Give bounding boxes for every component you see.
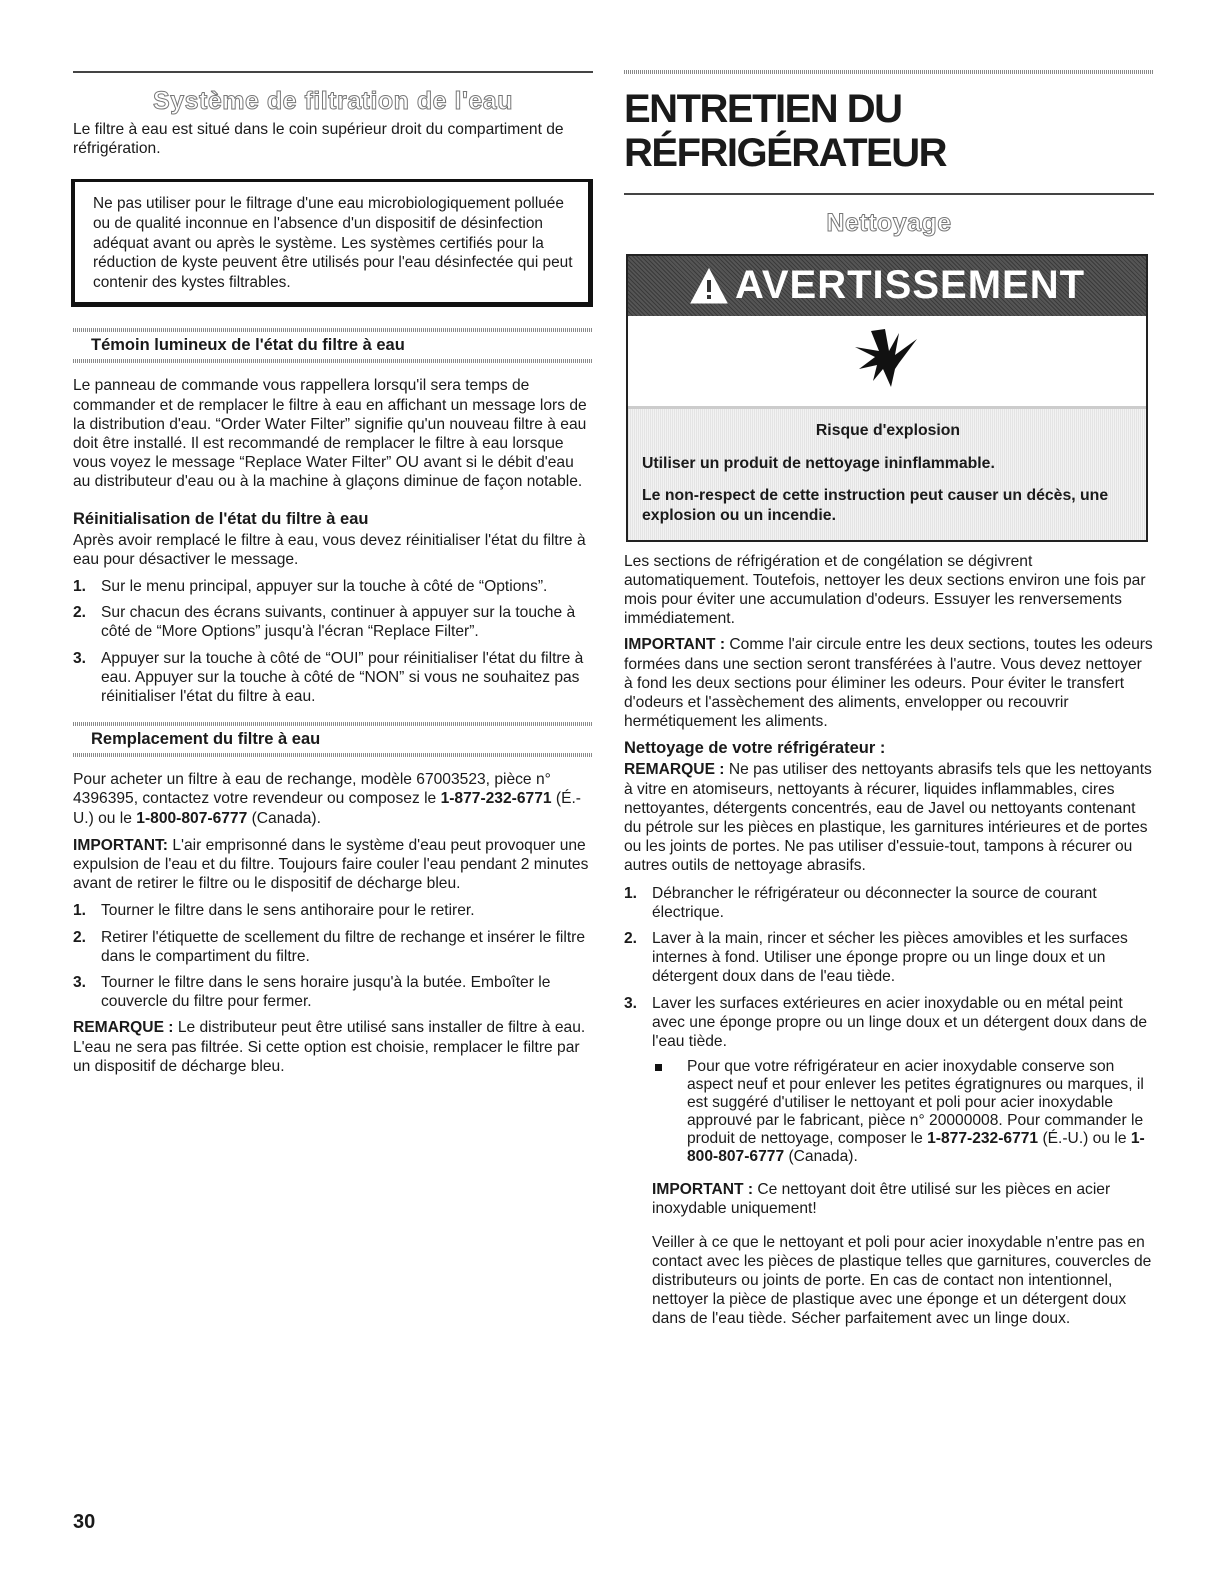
- clean-remarque: REMARQUE : Ne pas utiliser des nettoyants abrasifs tels que les nettoyants à vitre en atomiseurs, nettoyants à récurer, liquides inflammables, cires nettoyantes, détergents concentrés, eau de Javel ou nettoyants contenant du pétrole sur les pièces en plastique, les garnitures intérieures et de portes ou les joints de portes. Ne pas utiliser d'essuie-tout, tampons à récurer ou autres outils de nettoyage abrasifs.: [624, 761, 1152, 875]
- divider: [73, 359, 593, 363]
- warning-body: [628, 409, 1146, 540]
- step-number: 3.: [73, 649, 87, 667]
- warning-line-2: Le non-respect de cette instruction peut causer un décès, une explosion ou un incendie.: [642, 486, 1109, 524]
- phone-canada: 1-800-807-6777: [136, 809, 248, 827]
- indicator-text: Le panneau de commande vous rappellera lorsqu'il sera temps de commander et de remplacer le filtre à eau en affichant un message lors de la distribution d'eau. “Order Water Filter” signifie qu'un nouveau filtre à eau doit être installé. Il est recommandé de remplacer le filtre à eau lorsque vous voyez le message “Replace Water Filter” OU avant si le débit d'eau au distributeur d'eau ou à la machine à glaçons diminue de façon notable.: [73, 377, 587, 491]
- replace-heading: Remplacement du filtre à eau: [91, 730, 321, 749]
- right-column: [624, 0, 1154, 1329]
- warning-box: [626, 254, 1148, 542]
- cleaning-title: Nettoyage: [826, 208, 952, 237]
- phone-canada: 1-800-807-6777: [687, 1130, 1145, 1166]
- reset-step-3: [73, 649, 593, 707]
- replace-remarque: REMARQUE : Le distributeur peut être utilisé sans installer de filtre à eau. L'eau ne sera pas filtrée. Si cette option est choisie, remplacer le filtre par un dispositif de décharge bleu.: [73, 1019, 586, 1075]
- left-column: [73, 0, 593, 1076]
- step-text: Retirer l'étiquette de scellement du filtre de rechange et insérer le filtre dans le compartiment du filtre.: [101, 928, 586, 965]
- warning-label: AVERTISSEMENT: [734, 263, 1086, 307]
- warning-risk: Risque d'explosion: [815, 421, 961, 439]
- clean-step-3: [624, 994, 1154, 1052]
- warning-line-1: Utiliser un produit de nettoyage ininflammable.: [642, 454, 995, 472]
- step-text: Débrancher le réfrigérateur ou déconnecter la source de courant électrique.: [652, 884, 1097, 921]
- reset-steps-list: [73, 577, 593, 706]
- warning-banner: [628, 256, 1146, 316]
- filter-notice-text: Ne pas utiliser pour le filtrage d'une eau microbiologiquement polluée ou de qualité inconnue en l'absence d'un dispositif de désinfection adéquat avant ou après le système. Les systèmes certifiés pour la réduction de kyste peuvent être utilisés pour l'eau désinfectée qui peut contenir des kystes filtrables.: [93, 195, 573, 291]
- step-text: Laver à la main, rincer et sécher les pièces amovibles et les surfaces internes à fond. Utiliser une éponge propre ou un linge doux et un détergent doux dans de l'eau tiède.: [652, 929, 1128, 986]
- stainless-final: Veiller à ce que le nettoyant et poli pour acier inoxydable n'entre pas en contact avec les pièces de plastique telles que garnitures, couvercles de distributeurs ou joints de porte. En cas de contact non intentionnel, nettoyer la pièce de plastique avec une éponge et un détergent doux dans de l'eau tiède. Sécher parfaitement avec un linge doux.: [652, 1233, 1152, 1328]
- step-text: Tourner le filtre dans le sens antihoraire pour le retirer.: [101, 902, 475, 920]
- replace-steps-list: [73, 901, 593, 1011]
- phone-us: 1-877-232-6771: [440, 790, 552, 808]
- replace-step-3: [73, 973, 593, 1011]
- reset-step-1: [73, 577, 593, 596]
- step-number: 3.: [624, 994, 638, 1012]
- clean-heading: Nettoyage de votre réfrigérateur :: [624, 739, 886, 758]
- page-number: 30: [73, 1511, 96, 1533]
- step-number: 2.: [73, 928, 87, 946]
- page-title: ENTRETIEN DU RÉFRIGÉRATEUR: [624, 87, 946, 175]
- replace-step-2: [73, 928, 593, 966]
- reset-step-2: [73, 603, 593, 641]
- step-number: 1.: [73, 578, 87, 595]
- divider: [73, 753, 593, 757]
- step-number: 2.: [624, 929, 638, 947]
- step-text: Laver les surfaces extérieures en acier inoxydable ou en métal peint avec une éponge propre ou un linge doux et un détergent doux dans de l'eau tiède.: [652, 994, 1148, 1050]
- filter-notice-box: [71, 179, 593, 307]
- warning-icon-area: [628, 316, 1146, 409]
- phone-us: 1-877-232-6771: [927, 1130, 1039, 1148]
- clean-step-1: [624, 884, 1154, 922]
- step-number: 2.: [73, 604, 87, 622]
- step-number: 1.: [624, 884, 638, 902]
- title-rule: [624, 193, 1154, 195]
- indicator-heading: Témoin lumineux de l'état du filtre à eau: [91, 336, 405, 355]
- explosion-icon: [855, 329, 919, 393]
- reset-intro: Après avoir remplacé le filtre à eau, vous devez réinitialiser l'état du filtre à eau pour désactiver le message.: [73, 531, 586, 568]
- top-rule: [73, 71, 593, 73]
- step-text: Sur le menu principal, appuyer sur la touche à côté de “Options”.: [101, 578, 548, 595]
- defrost-text: Les sections de réfrigération et de congélation se dégivrent automatiquement. Toutefois, nettoyer les deux sections environ une fois par mois pour éviter une accumulation d'odeurs. Essuyer les renversements immédiatement.: [624, 552, 1146, 628]
- clean-step-2: [624, 929, 1154, 987]
- filter-system-title: Système de filtration de l'eau: [153, 87, 513, 115]
- replace-important: IMPORTANT: L'air emprisonné dans le système d'eau peut provoquer une expulsion de l'eau et du filtre. Toujours faire couler l'eau pendant 2 minutes avant de retirer le filtre ou le dispositif de décharge bleu.: [73, 836, 589, 893]
- step-number: 1.: [73, 902, 87, 920]
- odor-important: IMPORTANT : Comme l'air circule entre les deux sections, toutes les odeurs formées dans une section seront transférées à l'autre. Vous devez nettoyer à fond les deux sections pour éliminer les odeurs. Pour éviter le transfert d'odeurs et l'assèchement des aliments, envelopper ou recouvrir hermétiquement les aliments.: [624, 636, 1153, 731]
- warning-triangle-icon: [689, 266, 729, 306]
- step-text: Tourner le filtre dans le sens horaire jusqu'à la butée. Emboîter le couvercle du filtre pour fermer.: [101, 974, 551, 1011]
- top-rule: [624, 70, 1154, 74]
- step-text: Sur chacun des écrans suivants, continuer à appuyer sur la touche à côté de “More Options” jusqu'à l'écran “Replace Filter”.: [101, 604, 576, 641]
- step-text: Appuyer sur la touche à côté de “OUI” pour réinitialiser l'état du filtre à eau. Appuyer sur la touche à côté de “NON” si vous ne souhaitez pas réinitialiser l'état du filtre à eau.: [101, 649, 584, 706]
- clean-steps-list: [624, 884, 1154, 1052]
- stainless-bullet: Pour que votre réfrigérateur en acier inoxydable conserve son aspect neuf et pour enlever les petites égratignures ou marques, il est suggéré d'utiliser le nettoyant et poli pour acier inoxydable approuvé par le fabricant, pièce n° 20000008. Pour commander le produit de nettoyage, composer le 1-877-232-6771 (É.-U.) ou le 1-800-807-6777 (Canada).: [652, 1058, 1154, 1166]
- stainless-section: [652, 1058, 1154, 1328]
- filter-location-text: Le filtre à eau est situé dans le coin supérieur droit du compartiment de réfrigération.: [73, 121, 564, 158]
- replace-step-1: [73, 901, 593, 920]
- reset-heading: Réinitialisation de l'état du filtre à eau: [73, 509, 369, 528]
- step-number: 3.: [73, 974, 87, 992]
- stainless-important: IMPORTANT : Ce nettoyant doit être utilisé sur les pièces en acier inoxydable uniquement!: [652, 1181, 1111, 1218]
- bullet-icon: [655, 1064, 662, 1071]
- replace-intro: Pour acheter un filtre à eau de rechange, modèle 67003523, pièce n° 4396395, contactez votre revendeur ou composez le 1-877-232-6771 (É.-U.) ou le 1-800-807-6777 (Canada).: [73, 771, 581, 827]
